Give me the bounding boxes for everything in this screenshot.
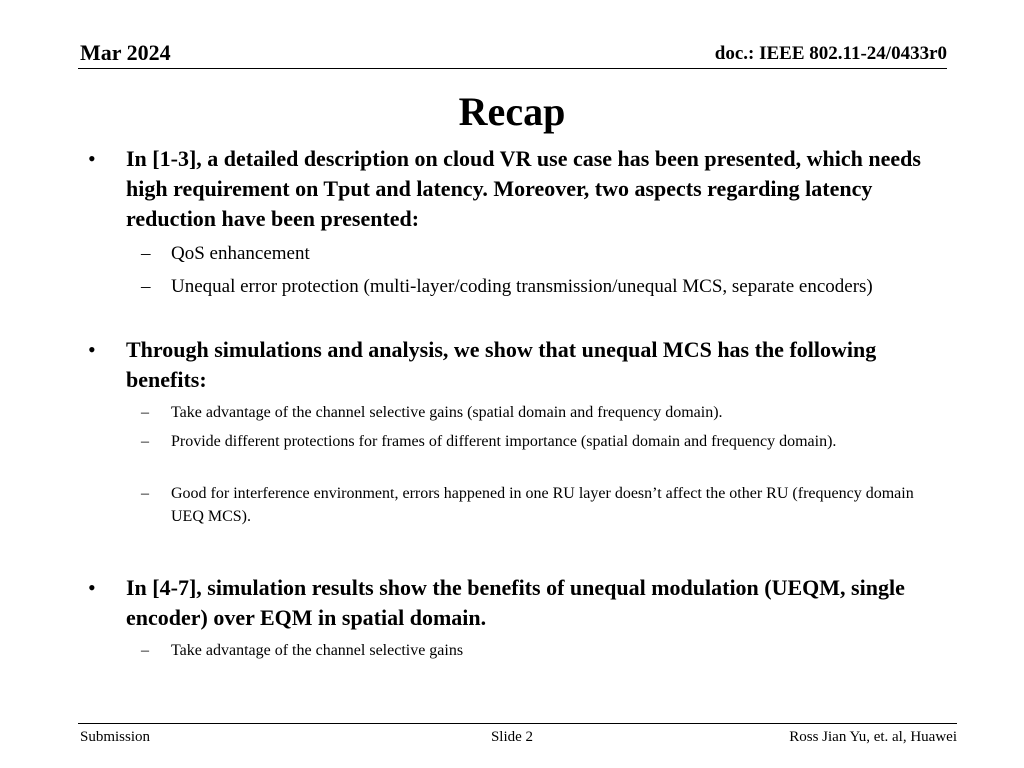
sub-bullet-text: Take advantage of the channel selective gains (171, 642, 464, 659)
dash-marker: – (141, 276, 151, 297)
header-doc-number: doc.: IEEE 802.11-24/0433r0 (714, 43, 947, 64)
sub-bullet-text: Unequal error protection (multi-layer/coding transmission/unequal MCS, separate encoders) (171, 276, 873, 297)
bullet-text: Through simulations and analysis, we show that unequal MCS has the following benefits: (126, 337, 877, 392)
dash-marker: – (141, 485, 149, 502)
bullet-marker: • (88, 337, 96, 362)
sub-bullet-text: Good for interference environment, errors happened in one RU layer doesn’t affect the other RU (frequency domain UEQ MCS). (171, 485, 914, 525)
footer-authors: Ross Jian Yu, et. al, Huawei (789, 729, 957, 745)
bullet-text: In [1-3], a detailed description on cloud VR use case has been presented, which needs high requirement on Tput and latency. Moreover, two aspects regarding latency reduction have been presented: (126, 146, 921, 231)
footer-slide-number: Slide 2 (490, 729, 534, 745)
sub-bullet-text: QoS enhancement (171, 243, 310, 264)
slide-title: Recap (458, 89, 566, 134)
bullet-marker: • (88, 575, 96, 600)
footer-submission: Submission (80, 729, 151, 745)
bullet-text: In [4-7], simulation results show the benefits of unequal modulation (UEQM, single encoder) over EQM in spatial domain. (126, 575, 905, 630)
bullet-marker: • (88, 146, 96, 171)
dash-marker: – (141, 243, 151, 264)
header-divider (78, 68, 947, 69)
sub-bullet-text: Take advantage of the channel selective gains (spatial domain and frequency domain). (171, 404, 723, 421)
footer-divider (78, 723, 957, 724)
sub-bullet-text: Provide different protections for frames of different importance (spatial domain and frequency domain). (171, 433, 837, 450)
dash-marker: – (141, 404, 149, 421)
header-date: Mar 2024 (80, 40, 171, 65)
dash-marker: – (141, 433, 149, 450)
dash-marker: – (141, 642, 149, 659)
